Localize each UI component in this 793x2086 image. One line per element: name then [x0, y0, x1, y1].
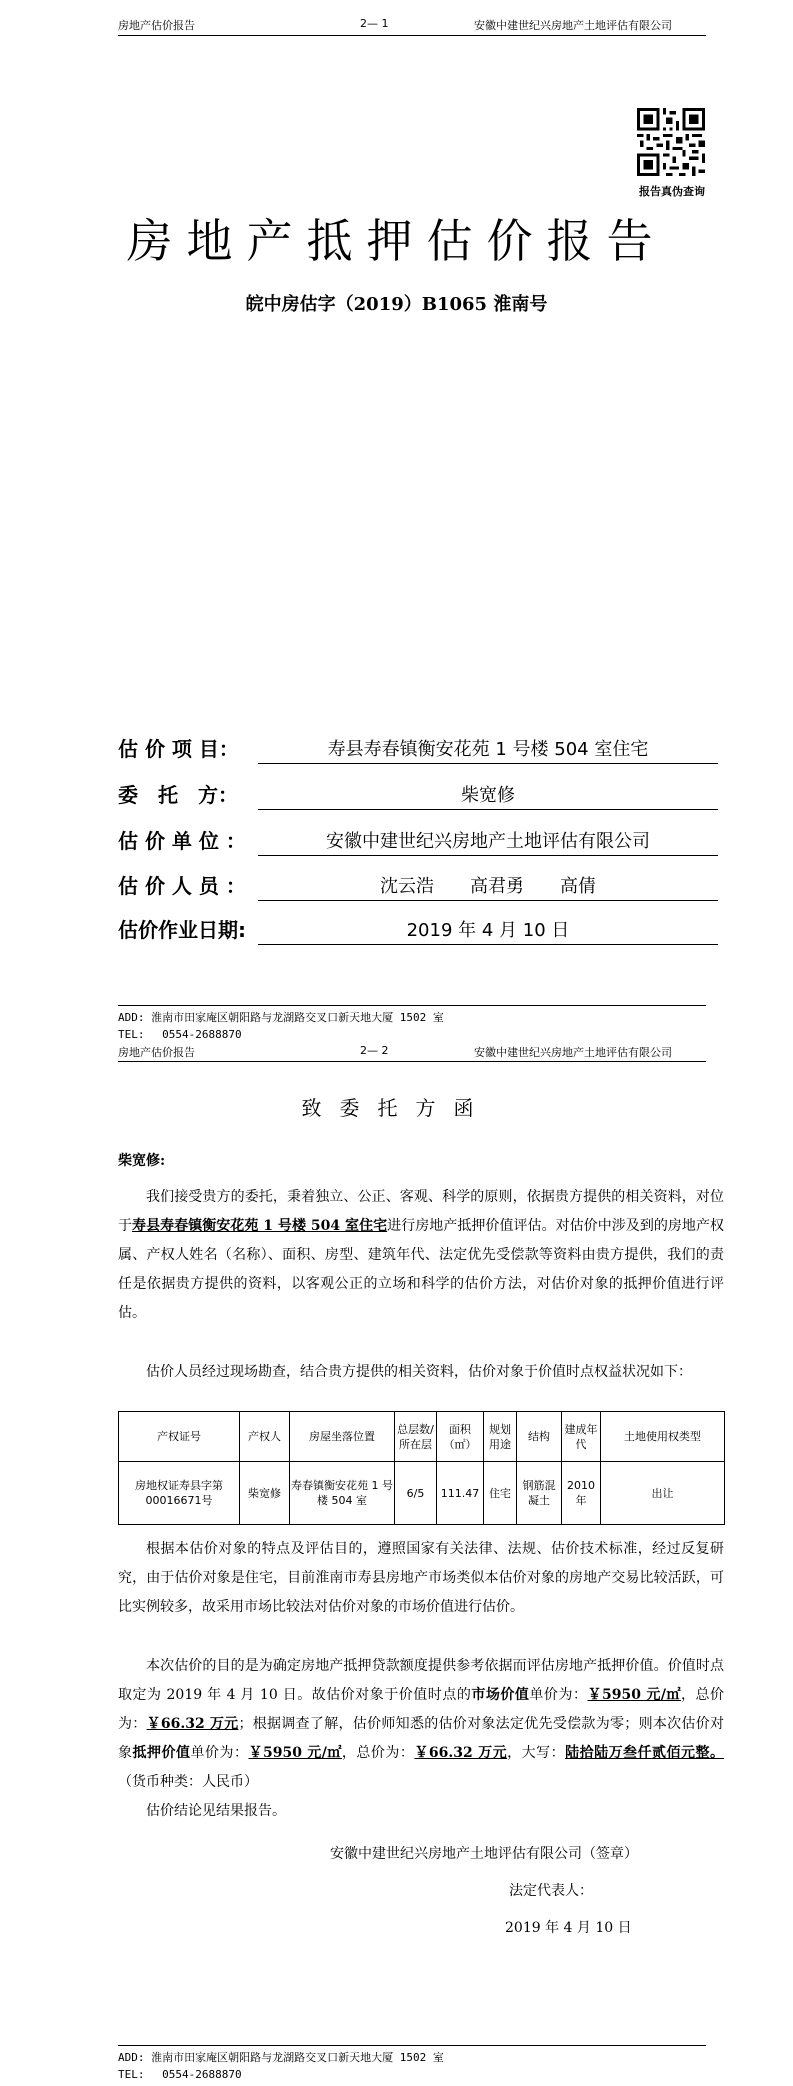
report-title: 房地产抵押估价报告 [126, 214, 667, 268]
amount-in-words: 陆拾陆万叁仟贰佰元整。 [565, 1745, 725, 1761]
table-cell: 柴宽修 [240, 1462, 290, 1525]
page2-header-right: 安徽中建世纪兴房地产土地评估有限公司 [474, 1046, 672, 1059]
table-header-cell: 房屋坐落位置 [290, 1412, 395, 1462]
page2-footer-tel: TEL: 0554-2688870 [118, 2068, 242, 2081]
page2-header-page-number: 2— 2 [360, 1044, 389, 1057]
market-unit-price: ￥5950 元/㎡ [587, 1687, 681, 1703]
page1-header-rule [118, 35, 706, 36]
market-value-label: 市场价值 [471, 1687, 530, 1703]
field-value-work-date: 2019 年 4 月 10 日 [406, 920, 570, 941]
table-cell: 住宅 [484, 1462, 517, 1525]
mortgage-unit-price: ￥5950 元/㎡ [248, 1745, 342, 1761]
field-value-appraiser-unit: 安徽中建世纪兴房地产土地评估有限公司 [326, 831, 650, 852]
property-rights-table [118, 1411, 725, 1525]
field-underline-project [258, 763, 718, 764]
paragraph-5: 估价结论见结果报告。 [146, 1803, 286, 1819]
market-total-price: ￥66.32 万元 [146, 1716, 239, 1732]
signature-legal-rep: 法定代表人： [509, 1883, 593, 1899]
page2-footer-rule [118, 2045, 706, 2046]
page2-header-left: 房地产估价报告 [118, 1046, 195, 1059]
paragraph-2: 估价人员经过现场勘查，结合贵方提供的相关资料，估价对象于价值时点权益状况如下： [146, 1364, 692, 1380]
signature-company: 安徽中建世纪兴房地产土地评估有限公司（签章） [330, 1846, 638, 1862]
letter-title: 致委托方函 [301, 1096, 492, 1120]
table-header-cell: 土地使用权类型 [601, 1412, 725, 1462]
property-address-emphasis: 寿县寿春镇衡安花苑 1 号楼 504 室住宅 [132, 1218, 388, 1234]
page1-header-page-number: 2— 1 [360, 17, 389, 30]
field-label-client: 委 托 方： [118, 783, 238, 807]
field-underline-client [258, 809, 718, 810]
page1-footer-rule [118, 1005, 706, 1006]
qr-code-icon[interactable] [637, 108, 705, 176]
mortgage-total-price: ￥66.32 万元 [414, 1745, 508, 1761]
field-label-work-date: 估价作业日期: [118, 918, 246, 942]
field-label-appraisers: 估 价 人 员 ： [118, 874, 246, 898]
table-header-cell: 产权证号 [119, 1412, 240, 1462]
table-cell: 6/5 [395, 1462, 437, 1525]
page1-header-right: 安徽中建世纪兴房地产土地评估有限公司 [474, 19, 672, 32]
table-header-cell: 建成年代 [562, 1412, 601, 1462]
table-cell: 钢筋混凝土 [517, 1462, 562, 1525]
salutation: 柴宽修: [118, 1153, 166, 1169]
table-cell: 出让 [601, 1462, 725, 1525]
page1-header-left: 房地产估价报告 [118, 19, 195, 32]
qr-caption: 报告真伪查询 [639, 185, 705, 198]
table-cell: 111.47 [437, 1462, 484, 1525]
paragraph-1: 我们接受贵方的委托，秉着独立、公正、客观、科学的原则，依据贵方提供的相关资料，对位于寿县寿春镇衡安花苑 1 号楼 504 室住宅进行房地产抵押价值评估。对估价中涉及到的房地产权属、产权人姓名（名称）、面积、房型、建筑年代、法定优先受偿款等资料由贵方提供，我们的责任是依据贵方提供的资料，以客观公正的立场和科学的估价方法，对估价对象的抵押价值进行评估。 [118, 1189, 725, 1321]
field-value-project: 寿县寿春镇衡安花苑 1 号楼 504 室住宅 [327, 739, 649, 760]
mortgage-value-label: 抵押价值 [132, 1745, 191, 1761]
table-header-row [119, 1412, 725, 1462]
table-header-cell: 总层数/所在层 [395, 1412, 437, 1462]
field-value-appraisers: 沈云浩 高君勇 高倩 [380, 876, 596, 897]
table-header-cell: 结构 [517, 1412, 562, 1462]
field-label-project: 估 价 项 目： [118, 737, 239, 761]
page1-footer-tel: TEL: 0554-2688870 [118, 1028, 242, 1041]
field-label-appraiser-unit: 估 价 单 位 ： [118, 829, 246, 853]
table-header-cell: 规划用途 [484, 1412, 517, 1462]
table-row [119, 1462, 725, 1525]
page2-footer-address: ADD: 淮南市田家庵区朝阳路与龙湖路交叉口新天地大厦 1502 室 [118, 2051, 444, 2064]
paragraph-4: 本次估价的目的是为确定房地产抵押贷款额度提供参考依据而评估房地产抵押价值。价值时点取定为 2019 年 4 月 10 日。故估价对象于价值时点的市场价值单价为：￥5950 元/㎡，总价为：￥66.32 万元；根据调查了解，估价师知悉的估价对象法定优先受偿款为零；则本次估价对象抵押价值单价为：￥5950 元/㎡，总价为：￥66.32 万元，大写：陆拾陆万叁仟贰佰元整。（货币种类：人民币） [118, 1658, 725, 1790]
table-cell: 房地权证寿县字第00016671号 [119, 1462, 240, 1525]
table-cell: 2010 年 [562, 1462, 601, 1525]
paragraph-3: 根据本估价对象的特点及评估目的，遵照国家有关法律、法规、估价技术标准，经过反复研究，由于估价对象是住宅，目前淮南市寿县房地产市场类似本估价对象的房地产交易比较活跃，可比实例较多，故采用市场比较法对估价对象的市场价值进行估价。 [118, 1541, 724, 1615]
field-underline-appraiser-unit [258, 855, 718, 856]
page2-header-rule [118, 1061, 706, 1062]
field-underline-appraisers [258, 900, 718, 901]
field-underline-work-date [258, 944, 718, 945]
document-number: 皖中房估字（2019）B1065 淮南号 [245, 294, 548, 315]
signature-date: 2019 年 4 月 10 日 [505, 1920, 632, 1936]
field-value-client: 柴宽修 [461, 785, 515, 806]
page1-footer-address: ADD: 淮南市田家庵区朝阳路与龙湖路交叉口新天地大厦 1502 室 [118, 1011, 444, 1024]
table-cell: 寿春镇衡安花苑 1 号楼 504 室 [290, 1462, 395, 1525]
table-header-cell: 面积（㎡） [437, 1412, 484, 1462]
table-header-cell: 产权人 [240, 1412, 290, 1462]
